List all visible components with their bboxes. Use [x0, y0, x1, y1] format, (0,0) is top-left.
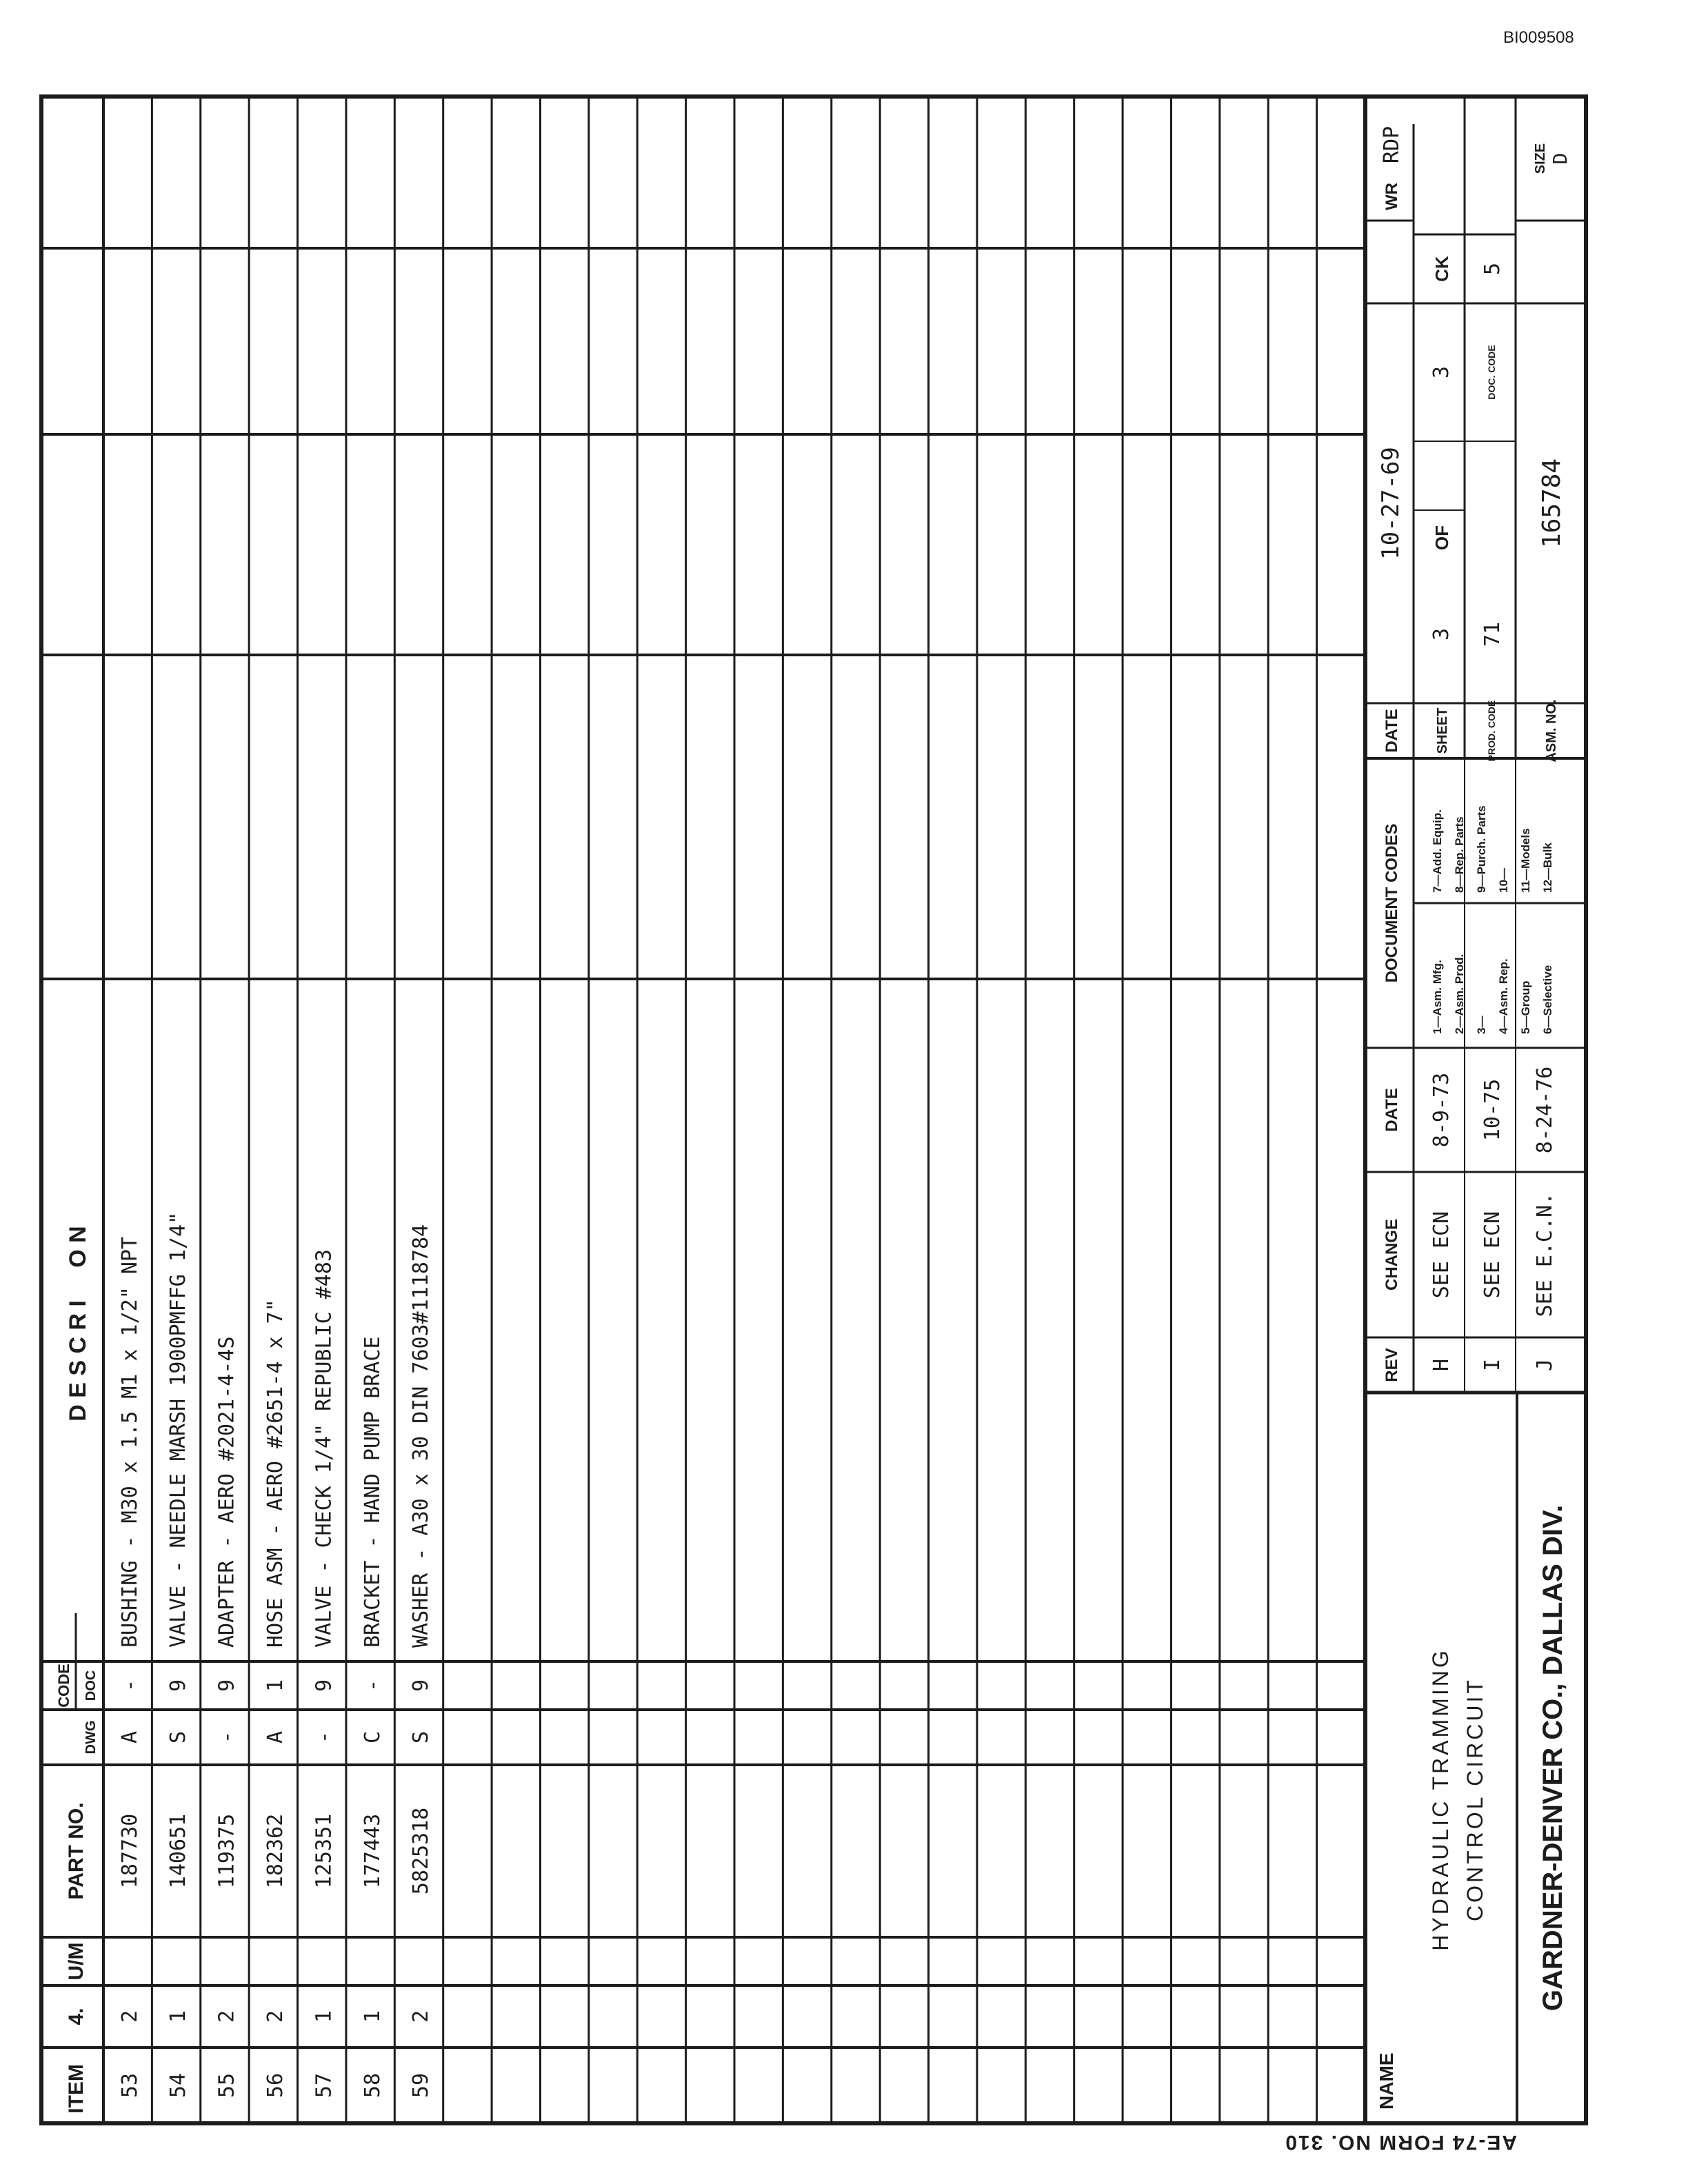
description: ADAPTER - AERO #2021-4-4S	[214, 1336, 239, 1648]
quantity: 2	[409, 2010, 434, 2023]
sheet-value: 3	[1429, 627, 1454, 641]
doc-code: 9	[409, 1679, 434, 1692]
item-number: 54	[166, 2072, 191, 2099]
item-number: 53	[117, 2072, 142, 2099]
revision-change: SEE ECN	[1429, 1211, 1454, 1299]
title-block	[1365, 97, 1586, 2123]
part-number: 187730	[117, 1813, 142, 1889]
wr-label: WR	[1383, 183, 1401, 210]
doc-code: 9	[312, 1679, 336, 1692]
quantity: 2	[263, 2010, 288, 2023]
parts-rows	[118, 1212, 433, 2098]
header-description: D E S C R I O N	[65, 1226, 91, 1422]
revision-date: 8-9-73	[1429, 1072, 1454, 1148]
rev-header: REV	[1383, 1348, 1401, 1382]
header-code: CODE	[55, 1664, 72, 1708]
dwg-code: S	[409, 1730, 434, 1744]
part-number: 182362	[263, 1813, 288, 1889]
doc-code: -	[117, 1679, 142, 1692]
revision-letter: I	[1480, 1358, 1505, 1372]
revision-change: SEE ECN	[1480, 1211, 1505, 1299]
document-code-item: 2—Asm. Prod.	[1453, 953, 1466, 1034]
item-number: 55	[214, 2072, 239, 2099]
header-part-no: PART NO.	[65, 1802, 88, 1900]
part-number: 125351	[312, 1813, 336, 1889]
part-number: 5825318	[409, 1807, 434, 1895]
assembly-name-line1: HYDRAULIC TRAMMING	[1428, 1648, 1453, 1951]
item-number: 59	[409, 2072, 434, 2099]
document-code-item: 12—Bulk	[1541, 842, 1554, 893]
doc-code-label: DOC. CODE	[1486, 345, 1497, 400]
document-code-item: 3—	[1475, 1015, 1488, 1034]
doc-code: -	[360, 1679, 385, 1692]
item-number: 58	[360, 2072, 385, 2099]
asm-label: ASM. NO.	[1544, 699, 1559, 762]
document-code-item: 8—Rep. Parts	[1453, 816, 1466, 893]
part-number: 119375	[214, 1813, 239, 1889]
description: WASHER - A30 x 30 DIN 7603#1118784	[409, 1224, 434, 1648]
dwg-code: A	[117, 1730, 142, 1744]
of-value: 3	[1429, 365, 1454, 379]
revision-row	[1480, 1079, 1505, 1371]
description: VALVE - NEEDLE MARSH 1900PMFFG 1/4"	[166, 1211, 191, 1648]
document-id: BI009508	[1503, 28, 1574, 47]
change-header: CHANGE	[1383, 1218, 1401, 1291]
document-codes-list	[1431, 805, 1554, 1034]
table-row	[215, 1336, 239, 2098]
asm-value: 165784	[1538, 458, 1566, 549]
document-codes-header: DOCUMENT CODES	[1383, 823, 1401, 983]
date-value: 10-27-69	[1377, 447, 1405, 560]
document-code-item: 6—Selective	[1541, 964, 1554, 1034]
doc-code-value: 5	[1480, 262, 1505, 276]
description: VALVE - CHECK 1/4" REPUBLIC #483	[312, 1249, 336, 1648]
item-number: 57	[312, 2072, 336, 2099]
header-um: U/M	[65, 1942, 88, 1981]
name-label: NAME	[1376, 2052, 1397, 2110]
doc-code: 9	[214, 1679, 239, 1692]
description: HOSE ASM - AERO #2651-4 x 7"	[263, 1299, 288, 1648]
doc-code: 1	[263, 1679, 288, 1692]
quantity: 1	[166, 2010, 191, 2023]
sheet-label: SHEET	[1435, 707, 1450, 754]
document-code-item: 5—Group	[1519, 980, 1532, 1034]
revision-letter: H	[1429, 1358, 1454, 1372]
rev-date-header: DATE	[1383, 1088, 1401, 1132]
quantity: 2	[214, 2010, 239, 2023]
item-number: 56	[263, 2072, 288, 2099]
dwg-code: C	[360, 1730, 385, 1744]
dwg-code: -	[312, 1730, 336, 1744]
header-dwg: DWG	[83, 1720, 99, 1755]
ck-label: CK	[1431, 256, 1452, 282]
rotated-form	[41, 97, 1586, 2123]
quantity: 1	[312, 2010, 336, 2023]
dwg-code: A	[263, 1730, 288, 1744]
doc-code: 9	[166, 1679, 191, 1692]
table-row	[263, 1299, 288, 2098]
assembly-name-line2: CONTROL CIRCUIT	[1463, 1677, 1487, 1921]
document-code-item: 10—	[1497, 868, 1510, 893]
prod-code-label: PROD. CODE	[1486, 700, 1497, 762]
table-row	[166, 1212, 190, 2098]
header-item: ITEM	[65, 2064, 88, 2114]
description: BRACKET - HAND PUMP BRACE	[360, 1336, 385, 1648]
revision-letter: J	[1533, 1358, 1557, 1372]
description: BUSHING - M30 x 1.5 M1 x 1/2" NPT	[117, 1236, 142, 1648]
quantity: 1	[360, 2010, 385, 2023]
part-number: 140651	[166, 1813, 191, 1889]
of-label: OF	[1431, 525, 1452, 551]
form-number: AE-74 FORM NO. 310	[1284, 2131, 1517, 2154]
dwg-code: -	[214, 1730, 239, 1744]
document-code-item: 9—Purch. Parts	[1475, 805, 1488, 893]
document-code-item: 1—Asm. Mfg.	[1431, 960, 1444, 1034]
column-lines	[41, 248, 1365, 2048]
table-row	[361, 1336, 385, 2098]
header-doc: DOC	[83, 1670, 99, 1701]
revision-row	[1533, 1066, 1557, 1371]
prod-code-value: 71	[1480, 621, 1505, 647]
part-number: 177443	[360, 1813, 385, 1889]
document-code-item: 7—Add. Equip.	[1431, 809, 1444, 893]
revision-date: 10-75	[1480, 1078, 1505, 1142]
table-row	[118, 1237, 142, 2098]
document-code-item: 4—Asm. Rep.	[1497, 958, 1510, 1034]
size-label: SIZE	[1533, 143, 1548, 174]
revision-row	[1429, 1073, 1454, 1371]
size-value: D	[1549, 152, 1571, 165]
company-name: GARDNER-DENVER CO., DALLAS DIV.	[1538, 1504, 1568, 2012]
quantity: 2	[117, 2010, 142, 2023]
dwg-code: S	[166, 1730, 191, 1744]
table-row	[312, 1249, 336, 2098]
revision-change: SEE E.C.N.	[1533, 1192, 1557, 1317]
header-qty: 4.	[65, 2008, 88, 2025]
document-code-item: 11—Models	[1519, 828, 1532, 893]
date-label: DATE	[1383, 709, 1401, 753]
wr-value: RDP	[1380, 125, 1404, 164]
revision-date: 8-24-76	[1533, 1066, 1557, 1154]
revision-rows	[1429, 1066, 1557, 1371]
